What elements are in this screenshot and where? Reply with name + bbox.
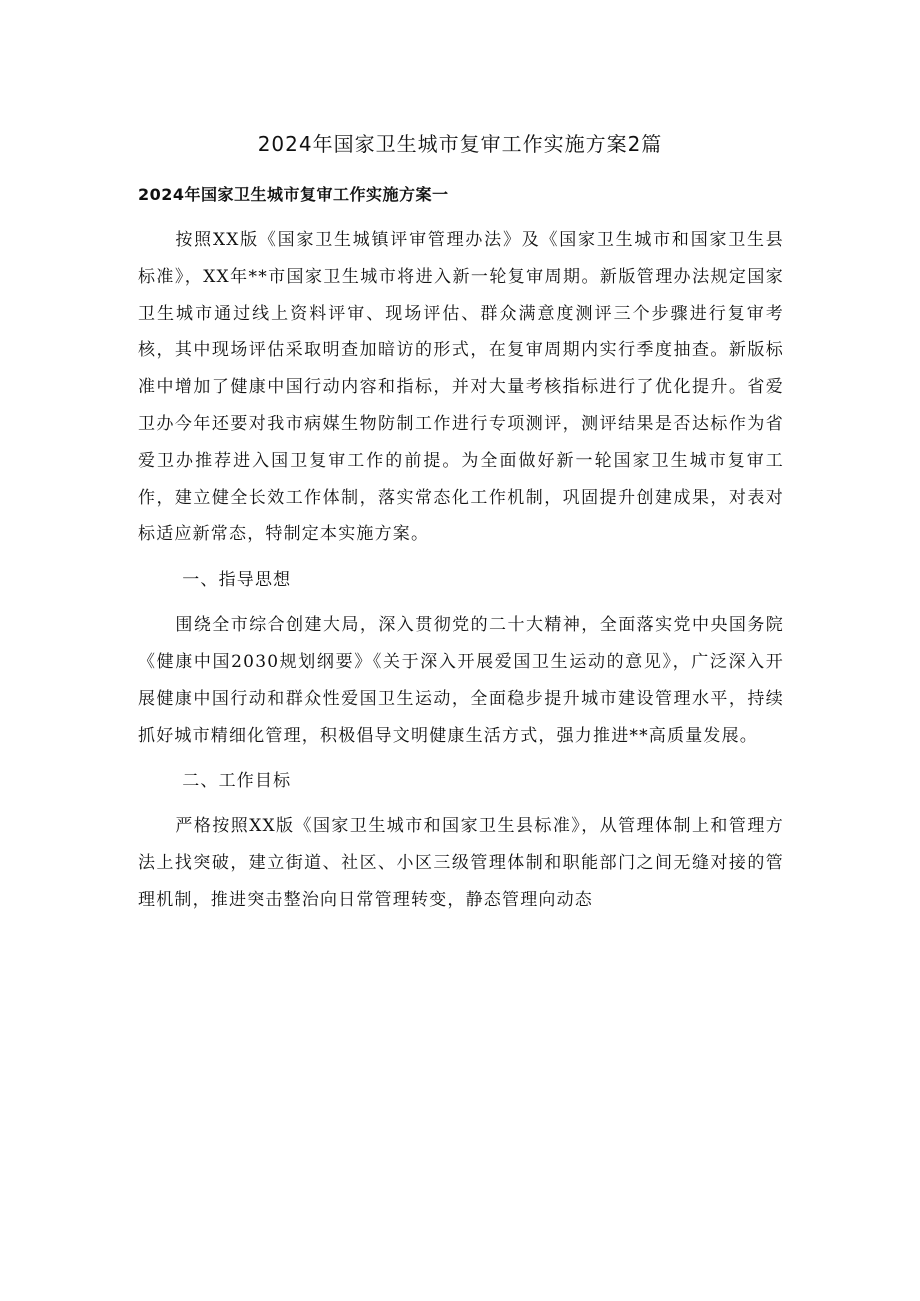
- section-heading-guiding-ideology: 一、指导思想: [182, 570, 292, 591]
- document-body: [138, 222, 784, 919]
- document-title: 2024年国家卫生城市复审工作实施方案2篇: [257, 132, 663, 156]
- work-goals-paragraph: 严格按照XX版《国家卫生城市和国家卫生县标准》，从管理体制上和管理方法上找突破，建立街道、社区、小区三级管理体制和职能部门之间无缝对接的管理机制，推进突击整治向日常管理转变，静态管理向动态: [138, 816, 784, 910]
- document-subtitle: 2024年国家卫生城市复审工作实施方案一: [138, 185, 449, 204]
- guiding-ideology-paragraph: 围绕全市综合创建大局，深入贯彻党的二十大精神，全面落实党中央国务院《健康中国2030规划纲要》《关于深入开展爱国卫生运动的意见》，广泛深入开展健康中国行动和群众性爱国卫生运动，全面稳步提升城市建设管理水平，持续抓好城市精细化管理，积极倡导文明健康生活方式，强力推进**高质量发展。: [138, 615, 784, 746]
- section-heading-work-goals: 二、工作目标: [182, 771, 292, 792]
- intro-paragraph: 按照XX版《国家卫生城镇评审管理办法》及《国家卫生城市和国家卫生县标准》，XX年**市国家卫生城市将进入新一轮复审周期。新版管理办法规定国家卫生城市通过线上资料评审、现场评估、群众满意度测评三个步骤进行复审考核，其中现场评估采取明查加暗访的形式，在复审周期内实行季度抽查。新版标准中增加了健康中国行动内容和指标，并对大量考核指标进行了优化提升。省爱卫办今年还要对我市病媒生物防制工作进行专项测评，测评结果是否达标作为省爱卫办推荐进入国卫复审工作的前提。为全面做好新一轮国家卫生城市复审工作，建立健全长效工作体制，落实常态化工作机制，巩固提升创建成果，对表对标适应新常态，特制定本实施方案。: [138, 230, 784, 545]
